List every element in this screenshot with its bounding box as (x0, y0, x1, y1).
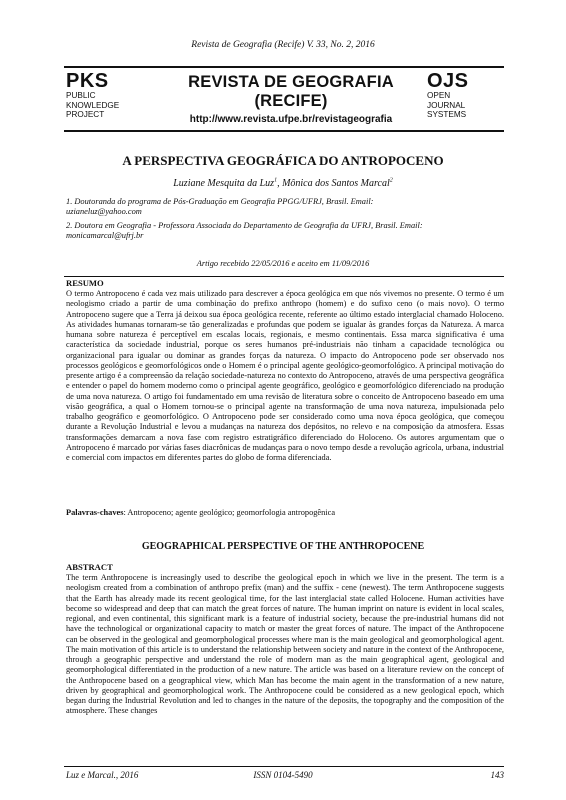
journal-running-header: Revista de Geografia (Recife) V. 33, No. 2, 2016 (191, 40, 375, 50)
masthead-title-1: REVISTA DE GEOGRAFIA (188, 73, 394, 91)
ojs-line-1: OPEN (427, 91, 451, 100)
pks-line-2: KNOWLEDGE (66, 100, 120, 110)
masthead-bottom-rule (64, 130, 504, 132)
ojs-acronym: OJS (427, 70, 469, 92)
ojs-line-3: SYSTEMS (427, 110, 467, 119)
author-2: , Mônica dos Santos Marcal (277, 178, 390, 189)
author-2-mark: 2 (389, 177, 393, 184)
article-dates: Artigo recebido 22/05/2016 e aceito em 11/09/2016 (196, 259, 370, 268)
journal-masthead (160, 73, 422, 126)
keywords-list: : Antropoceno; agente geológico; geomorfologia antropogênica (123, 508, 336, 517)
abstract-body: The term Anthropocene is increasingly used to describe the geological epoch in which we live in the present. The term is a neologism created from a combination of anthropo prefix (man) and the suffix - cene (newest). The term Anthropocene suggests that the Earth has already made its recent geological time, for the last interglacial state called Holocene. Human activities have become so widespread and deep that can match the great forces of nature. The human imprint on nature is evident in local scales, regional, and even continental, this significant mark is a feature of industrial society, because the pre-industrial humans did not have the technological or organizational capacity to match or master the great forces of nature. The impact of the Anthropocene can be observed in the geological and geomorphological processes where man is the main geological and geomorphological agent. The main motivation of this article is to understand the relationship between society and nature in the context of the Anthropocene, through a geographic perspective and understand the role of modern man as the main geographical agent, geological and geomorphological differentiated in the production of a new nature. The article was based on a literature review on the concept of the Anthropocene based on a geographical view, which Man has become the main agent in the transformation of a new nature, driven by geographical and geomorphological work. The Anthropocene could be considered as a new geological epoch, which began during the Industrial Revolution and led to changes in the nature of the deposits, the topography and the composition of the atmosphere. These changes (66, 573, 504, 716)
author-1: Luziane Mesquita da Luz (173, 178, 275, 189)
page-number: 143 (490, 770, 504, 780)
ojs-line-2: JOURNAL (427, 100, 466, 110)
abstract-heading: ABSTRACT (66, 562, 113, 572)
pks-logo (66, 71, 156, 120)
affiliation-2 (66, 221, 502, 241)
footer-rule (64, 766, 504, 767)
affiliation-1 (66, 197, 502, 217)
resumo-rule (64, 276, 504, 277)
resumo-body: O termo Antropoceno é cada vez mais utilizado para descrever a época geológica em que nós vivemos no presente. O termo é um neologismo criado a partir de uma combinação do prefixo anthropo (homem) e do sufixo ceno (o mais novo). O termo Antropoceno sugere que a Terra já deixou sua época geológica recente, referente ao último estado interglacial chamado Holoceno. As atividades humanas tornaram-se tão generalizadas e profundas que podem se igualar às grandes forças da Natureza. A marca humana sobre natureza é perceptível em escalas locais, regionais, e mesmo continentais. Essa marca significativa é uma característica da sociedade industrial, porque os seres humanos pré-industriais não tinham a capacidade tecnológica ou organizacional para igualar ou dominar as grandes forças da natureza. O impacto do Antropoceno pode ser observado nos processos geológicos e geomorfológicos onde o Homem é o principal agente geológico-geomorfológico. A principal motivação do presente artigo é a compreensão da relação sociedade-natureza no contexto do Antropoceno, através de uma perspectiva geográfica e entender o papel do homem moderno como o principal agente geográfico, geológico e geomorfológico diferenciado na produção de uma nova natureza. O artigo foi fundamentado em uma revisão de literatura sobre o conceito de Antropoceno baseado em uma visão geográfica, a qual o Homem tornou-se o principal agente na transformação de uma nova natureza, impulsionada pelo trabalho geográfico e geomorfológico. O Antropoceno pode ser considerado como uma nova época geológica, que começou durante a Revolução Industrial e levou a mudanças na natureza dos depósitos, no relevo e na composição da atmosfera. Essas transformações demarcam a nova fase com registro estratigráfico diferenciado do Holoceno. Os autores argumentam que o Antropoceno é marcado por várias fases diacrônicas de mudanças para o novo tempo desde a revolução agrícola, urbana, industrial e comercial com impactos em diferentes partes do globo de forma diferenciada. (66, 289, 504, 462)
pks-line-3: PROJECT (66, 110, 105, 119)
ojs-logo (427, 71, 507, 120)
article-title: A PERSPECTIVA GEOGRÁFICA DO ANTROPOCENO (122, 153, 444, 168)
resumo-heading: RESUMO (66, 278, 104, 288)
affiliation-1-email: uzianeluz@yahoo.com (66, 207, 142, 217)
author-line (0, 178, 566, 189)
masthead-top-rule (64, 66, 504, 68)
masthead-title-2: (RECIFE) (254, 92, 328, 110)
footer-issn: ISSN 0104-5490 (253, 770, 313, 780)
keywords (66, 508, 504, 517)
journal-url-link[interactable]: http://www.revista.ufpe.br/revistageografia (189, 114, 393, 125)
affiliation-2-email: monicamarcal@ufrj.br (66, 231, 144, 241)
keywords-label: Palavras-chaves (66, 508, 124, 517)
pks-acronym: PKS (66, 70, 109, 92)
author-1-mark: 1 (274, 177, 278, 184)
english-title: GEOGRAPHICAL PERSPECTIVE OF THE ANTHROPOCENE (141, 541, 425, 552)
pks-line-1: PUBLIC (66, 91, 96, 100)
footer-citation: Luz e Marcal., 2016 (66, 770, 139, 780)
affiliation-2-line-1: 2. Doutora em Geografia - Professora Associada do Departamento de Geografia da UFRJ, Brasil. Email: (66, 221, 423, 230)
affiliation-1-line-1: 1. Doutoranda do programa de Pós-Graduação em Geografia PPGG/UFRJ, Brasil. Email: (66, 197, 374, 206)
